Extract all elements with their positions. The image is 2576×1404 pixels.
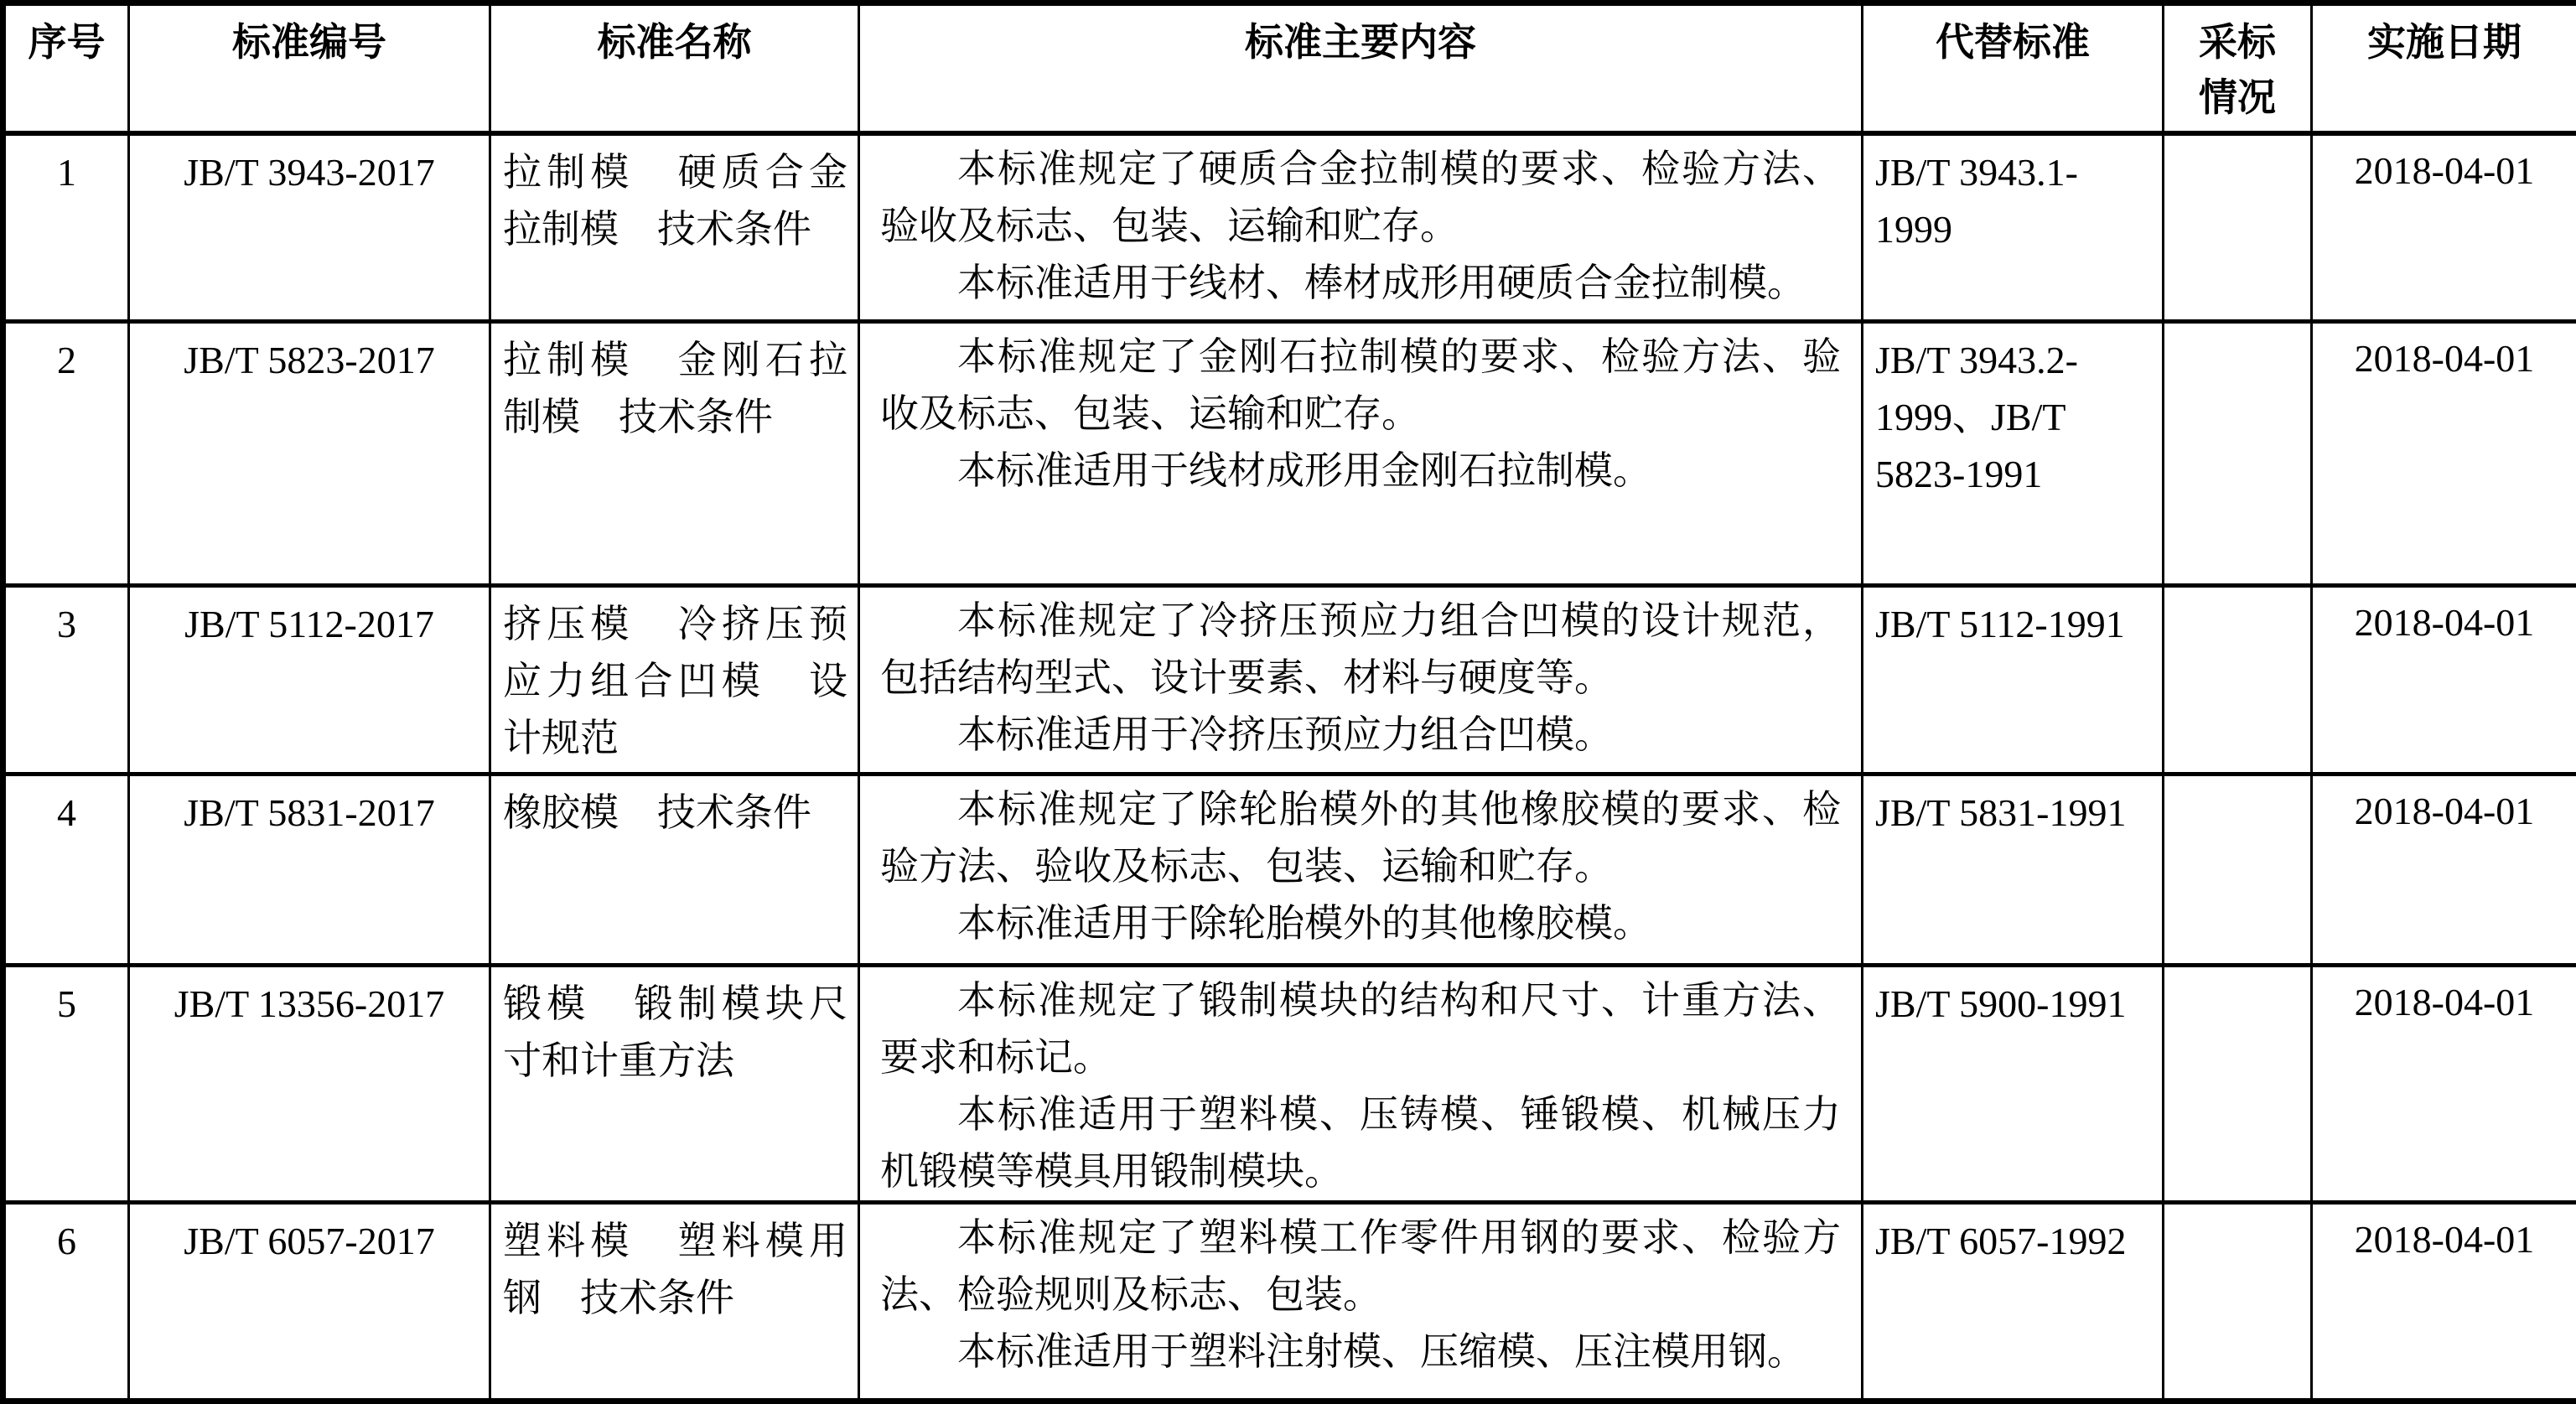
header-adoption-status: 采标情况 <box>2164 3 2312 133</box>
implementation-date-cell: 2018-04-01 <box>2312 133 2576 322</box>
standard-no-cell: JB/T 3943-2017 <box>129 133 490 322</box>
content-paragraph: 本标准适用于线材成形用金刚石拉制模。 <box>880 443 1841 500</box>
adoption-status-cell <box>2164 322 2312 586</box>
header-seq: 序号 <box>3 3 129 133</box>
table-row <box>3 322 2576 586</box>
standard-name-cell: 橡胶模 技术条件 <box>490 775 859 966</box>
standard-no-cell: JB/T 5112-2017 <box>129 586 490 775</box>
table-row <box>3 966 2576 1203</box>
seq-cell: 1 <box>3 133 129 322</box>
standard-name-cell: 挤压模 冷挤压预应力组合凹模 设计规范 <box>490 586 859 775</box>
replaced-standard-cell: JB/T 5900-1991 <box>1863 966 2164 1203</box>
main-content-cell <box>859 586 1863 775</box>
header-replaced-standard: 代替标准 <box>1863 3 2164 133</box>
main-content-cell <box>859 133 1863 322</box>
adoption-status-cell <box>2164 1203 2312 1401</box>
implementation-date-cell: 2018-04-01 <box>2312 586 2576 775</box>
standard-name-cell: 塑料模 塑料模用钢 技术条件 <box>490 1203 859 1401</box>
header-implementation-date: 实施日期 <box>2312 3 2576 133</box>
seq-cell: 5 <box>3 966 129 1203</box>
header-main-content: 标准主要内容 <box>859 3 1863 133</box>
standard-name-cell: 拉制模 硬质合金拉制模 技术条件 <box>490 133 859 322</box>
table-row <box>3 775 2576 966</box>
standards-table-body <box>3 133 2576 1401</box>
header-standard-no: 标准编号 <box>129 3 490 133</box>
main-content-cell <box>859 775 1863 966</box>
implementation-date-cell: 2018-04-01 <box>2312 322 2576 586</box>
replaced-standard-cell: JB/T 5831-1991 <box>1863 775 2164 966</box>
replaced-standard-cell: JB/T 3943.2-1999、JB/T 5823-1991 <box>1863 322 2164 586</box>
implementation-date-cell: 2018-04-01 <box>2312 775 2576 966</box>
standard-no-cell: JB/T 5831-2017 <box>129 775 490 966</box>
standard-name-cell: 拉制模 金刚石拉制模 技术条件 <box>490 322 859 586</box>
adoption-status-cell <box>2164 586 2312 775</box>
implementation-date-cell: 2018-04-01 <box>2312 1203 2576 1401</box>
content-paragraph: 本标准适用于冷挤压预应力组合凹模。 <box>880 707 1841 764</box>
main-content-cell <box>859 966 1863 1203</box>
standard-no-cell: JB/T 5823-2017 <box>129 322 490 586</box>
table-row <box>3 133 2576 322</box>
main-content-cell <box>859 1203 1863 1401</box>
replaced-standard-cell: JB/T 5112-1991 <box>1863 586 2164 775</box>
content-paragraph: 本标准规定了冷挤压预应力组合凹模的设计规范，包括结构型式、设计要素、材料与硬度等。 <box>880 593 1841 707</box>
header-row <box>3 3 2576 133</box>
implementation-date-cell: 2018-04-01 <box>2312 966 2576 1203</box>
table-row <box>3 1203 2576 1401</box>
content-paragraph: 本标准适用于塑料模、压铸模、锤锻模、机械压力机锻模等模具用锻制模块。 <box>880 1086 1841 1200</box>
replaced-standard-cell: JB/T 3943.1-1999 <box>1863 133 2164 322</box>
content-paragraph: 本标准适用于线材、棒材成形用硬质合金拉制模。 <box>880 255 1841 312</box>
seq-cell: 3 <box>3 586 129 775</box>
content-paragraph: 本标准规定了除轮胎模外的其他橡胶模的要求、检验方法、验收及标志、包装、运输和贮存。 <box>880 781 1841 895</box>
seq-cell: 4 <box>3 775 129 966</box>
content-paragraph: 本标准规定了塑料模工作零件用钢的要求、检验方法、检验规则及标志、包装。 <box>880 1210 1841 1324</box>
seq-cell: 2 <box>3 322 129 586</box>
content-paragraph: 本标准适用于塑料注射模、压缩模、压注模用钢。 <box>880 1324 1841 1381</box>
table-row <box>3 586 2576 775</box>
content-paragraph: 本标准规定了金刚石拉制模的要求、检验方法、验收及标志、包装、运输和贮存。 <box>880 329 1841 443</box>
replaced-standard-cell: JB/T 6057-1992 <box>1863 1203 2164 1401</box>
content-paragraph: 本标准适用于除轮胎模外的其他橡胶模。 <box>880 895 1841 952</box>
adoption-status-cell <box>2164 966 2312 1203</box>
adoption-status-cell <box>2164 133 2312 322</box>
header-standard-name: 标准名称 <box>490 3 859 133</box>
seq-cell: 6 <box>3 1203 129 1401</box>
standard-no-cell: JB/T 6057-2017 <box>129 1203 490 1401</box>
standard-no-cell: JB/T 13356-2017 <box>129 966 490 1203</box>
content-paragraph: 本标准规定了锻制模块的结构和尺寸、计重方法、要求和标记。 <box>880 972 1841 1086</box>
content-paragraph: 本标准规定了硬质合金拉制模的要求、检验方法、验收及标志、包装、运输和贮存。 <box>880 141 1841 255</box>
main-content-cell <box>859 322 1863 586</box>
adoption-status-cell <box>2164 775 2312 966</box>
standard-name-cell: 锻模 锻制模块尺寸和计重方法 <box>490 966 859 1203</box>
